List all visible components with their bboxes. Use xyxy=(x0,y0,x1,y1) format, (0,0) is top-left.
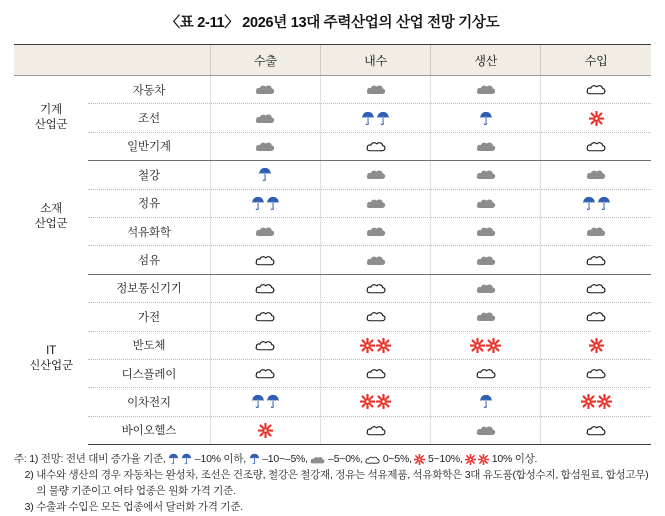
cloud-outline-icon xyxy=(586,254,606,267)
icon-set xyxy=(212,304,319,329)
cloud-outline-icon xyxy=(255,310,275,323)
cell-imports xyxy=(541,132,651,160)
icon-set xyxy=(542,361,650,386)
cloud-outline-icon xyxy=(586,282,606,295)
cloud-outline-icon xyxy=(366,282,386,295)
note-1 xyxy=(14,452,651,468)
cloud-icon xyxy=(476,310,496,323)
icon-set xyxy=(432,219,539,244)
cloud-outline-icon xyxy=(476,367,496,380)
page-title: 〈표 2-11〉 2026년 13대 주력산업의 산업 전망 기상도 xyxy=(165,15,500,31)
cloud-outline-icon xyxy=(255,367,275,380)
icon-set xyxy=(322,105,429,130)
industry-name: 바이오헬스 xyxy=(88,416,210,444)
table-body xyxy=(14,76,651,445)
cell-exports xyxy=(210,274,320,302)
note-1-f: 10% 이상. xyxy=(489,453,538,466)
legend-one-umbrella xyxy=(249,453,260,465)
note-1-e: 5~10%, xyxy=(425,453,466,466)
cloud-icon xyxy=(476,83,496,96)
sun-icon xyxy=(376,394,391,409)
cell-production xyxy=(431,246,541,274)
icon-set xyxy=(542,134,650,159)
cell-imports xyxy=(541,416,651,444)
umbrella-icon xyxy=(597,196,611,211)
cell-exports xyxy=(210,246,320,274)
icon-set xyxy=(542,162,650,187)
industry-name: 디스플레이 xyxy=(88,359,210,387)
cloud-icon xyxy=(586,168,606,181)
note-1-lead: 주: 1) xyxy=(14,453,41,466)
icon-set xyxy=(212,361,319,386)
icon-set xyxy=(542,191,650,216)
cell-imports xyxy=(541,388,651,416)
cell-exports xyxy=(210,161,320,189)
table-row xyxy=(14,246,651,274)
table-row xyxy=(14,388,651,416)
cell-production xyxy=(431,303,541,331)
icon-set xyxy=(432,247,539,272)
cell-imports xyxy=(541,76,651,104)
note-3-body: 수출과 수입은 모든 업종에서 달러화 가격 기준. xyxy=(36,500,243,513)
cell-domestic-demand xyxy=(320,359,430,387)
industry-name: 일반기계 xyxy=(88,132,210,160)
industry-name: 반도체 xyxy=(88,331,210,359)
cloud-icon xyxy=(366,254,386,267)
cell-exports xyxy=(210,132,320,160)
cell-domestic-demand xyxy=(320,161,430,189)
cloud-icon xyxy=(476,282,496,295)
icon-set xyxy=(212,162,319,187)
cell-imports xyxy=(541,189,651,217)
note-1-c: –5~0%, xyxy=(325,453,366,466)
cloud-outline-icon xyxy=(586,83,606,96)
cell-exports xyxy=(210,104,320,132)
icon-set xyxy=(432,191,539,216)
cell-production xyxy=(431,388,541,416)
note-1-body xyxy=(41,452,651,468)
header-production: 생산 xyxy=(431,45,541,76)
cloud-icon xyxy=(476,254,496,267)
sun-icon xyxy=(414,454,425,465)
cloud-outline-icon xyxy=(366,424,386,437)
icon-set xyxy=(322,389,429,414)
icon-set xyxy=(212,276,319,301)
cell-exports xyxy=(210,76,320,104)
cell-imports xyxy=(541,303,651,331)
umbrella-icon xyxy=(582,196,596,211)
cell-imports xyxy=(541,331,651,359)
cell-production xyxy=(431,76,541,104)
cloud-outline-icon xyxy=(586,367,606,380)
icon-set xyxy=(322,134,429,159)
cloud-outline-icon xyxy=(255,282,275,295)
cloud-icon xyxy=(586,225,606,238)
industry-group-label: 기계 산업군 xyxy=(14,76,88,161)
icon-set xyxy=(212,333,319,358)
cell-domestic-demand xyxy=(320,246,430,274)
table-row xyxy=(14,104,651,132)
icon-set xyxy=(322,77,429,102)
icon-set xyxy=(322,247,429,272)
note-1-b: –10~–5%, xyxy=(259,453,311,466)
sun-icon xyxy=(360,338,375,353)
cell-domestic-demand xyxy=(320,104,430,132)
cell-production xyxy=(431,416,541,444)
industry-name: 석유화학 xyxy=(88,217,210,245)
note-1-pre: 전망: 전년 대비 증가율 기준, xyxy=(40,453,169,466)
cloud-outline-icon xyxy=(586,140,606,153)
icon-set xyxy=(432,418,539,443)
note-3 xyxy=(14,500,651,516)
umbrella-icon xyxy=(361,111,375,126)
legend-one-sun xyxy=(414,454,425,465)
cell-production xyxy=(431,132,541,160)
industry-group-label: IT 신산업군 xyxy=(14,274,88,444)
sun-icon xyxy=(465,454,476,465)
umbrella-icon xyxy=(249,453,260,465)
sun-icon xyxy=(470,338,485,353)
icon-set xyxy=(212,191,319,216)
icon-set xyxy=(432,389,539,414)
cloud-outline-icon xyxy=(586,424,606,437)
table-row xyxy=(14,331,651,359)
umbrella-icon xyxy=(181,453,192,465)
table-row xyxy=(14,359,651,387)
table-notes xyxy=(14,452,651,516)
icon-set xyxy=(542,389,650,414)
header-imports: 수입 xyxy=(541,45,651,76)
icon-set xyxy=(212,77,319,102)
icon-set xyxy=(542,247,650,272)
cell-production xyxy=(431,331,541,359)
sun-icon xyxy=(258,423,273,438)
icon-set xyxy=(542,276,650,301)
cloud-icon xyxy=(255,225,275,238)
sun-icon xyxy=(589,338,604,353)
header-domestic-demand: 내수 xyxy=(320,45,430,76)
cloud-icon xyxy=(255,83,275,96)
legend-two-umbrellas xyxy=(168,453,192,465)
cloud-icon xyxy=(366,225,386,238)
icon-set xyxy=(322,333,429,358)
header-industry-col xyxy=(88,45,210,76)
industry-name: 조선 xyxy=(88,104,210,132)
icon-set xyxy=(432,276,539,301)
cell-exports xyxy=(210,416,320,444)
umbrella-icon xyxy=(168,453,179,465)
note-2-lead: 2) xyxy=(14,469,37,482)
industry-name: 철강 xyxy=(88,161,210,189)
icon-set xyxy=(322,191,429,216)
umbrella-icon xyxy=(251,196,265,211)
cloud-outline-icon xyxy=(366,140,386,153)
industry-name: 자동차 xyxy=(88,76,210,104)
table-header-row xyxy=(14,45,651,76)
icon-set xyxy=(432,134,539,159)
icon-set xyxy=(542,333,650,358)
sun-icon xyxy=(486,338,501,353)
icon-set xyxy=(212,134,319,159)
cell-production xyxy=(431,274,541,302)
icon-set xyxy=(212,105,319,130)
cell-domestic-demand xyxy=(320,132,430,160)
cell-imports xyxy=(541,217,651,245)
cell-imports xyxy=(541,359,651,387)
table-row xyxy=(14,132,651,160)
cell-domestic-demand xyxy=(320,331,430,359)
cell-imports xyxy=(541,246,651,274)
cell-domestic-demand xyxy=(320,274,430,302)
industry-name: 정보통신기기 xyxy=(88,274,210,302)
icon-set xyxy=(542,105,650,130)
table-row xyxy=(14,189,651,217)
industry-group-label: 소재 산업군 xyxy=(14,161,88,275)
sun-icon xyxy=(360,394,375,409)
icon-set xyxy=(432,333,539,358)
cell-domestic-demand xyxy=(320,76,430,104)
cloud-icon xyxy=(476,197,496,210)
cloud-outline-icon xyxy=(365,455,380,465)
cloud-outline-icon xyxy=(255,254,275,267)
icon-set xyxy=(542,304,650,329)
note-1-d: 0~5%, xyxy=(380,453,415,466)
cloud-icon xyxy=(255,112,275,125)
icon-set xyxy=(322,304,429,329)
legend-grey-cloud xyxy=(310,455,325,465)
umbrella-icon xyxy=(266,394,280,409)
cloud-icon xyxy=(310,455,325,465)
cloud-outline-icon xyxy=(366,310,386,323)
industry-name: 이차전지 xyxy=(88,388,210,416)
cell-imports xyxy=(541,104,651,132)
cloud-outline-icon xyxy=(586,310,606,323)
cell-exports xyxy=(210,189,320,217)
cloud-icon xyxy=(366,197,386,210)
cell-domestic-demand xyxy=(320,217,430,245)
sun-icon xyxy=(376,338,391,353)
sun-icon xyxy=(581,394,596,409)
icon-set xyxy=(212,247,319,272)
icon-set xyxy=(542,418,650,443)
cloud-icon xyxy=(255,140,275,153)
cloud-outline-icon xyxy=(255,339,275,352)
cell-exports xyxy=(210,388,320,416)
industry-name: 섬유 xyxy=(88,246,210,274)
icon-set xyxy=(432,361,539,386)
icon-set xyxy=(322,418,429,443)
umbrella-icon xyxy=(251,394,265,409)
legend-two-suns xyxy=(465,454,489,465)
icon-set xyxy=(432,162,539,187)
cell-domestic-demand xyxy=(320,388,430,416)
cloud-icon xyxy=(476,424,496,437)
cloud-icon xyxy=(366,168,386,181)
header-group-col xyxy=(14,45,88,76)
cell-exports xyxy=(210,303,320,331)
icon-set xyxy=(212,219,319,244)
umbrella-icon xyxy=(376,111,390,126)
cell-production xyxy=(431,104,541,132)
cloud-icon xyxy=(476,225,496,238)
cell-domestic-demand xyxy=(320,189,430,217)
table-row xyxy=(14,303,651,331)
cloud-icon xyxy=(476,168,496,181)
umbrella-icon xyxy=(479,394,493,409)
note-1-a: –10% 이하, xyxy=(192,453,249,466)
cell-production xyxy=(431,161,541,189)
table-row xyxy=(14,416,651,444)
table-row xyxy=(14,274,651,302)
cell-imports xyxy=(541,274,651,302)
note-2-body: 내수와 생산의 경우 자동차는 완성차, 조선은 건조량, 철강은 철강재, 정유는 석유제품, 석유화학은 3대 유도품(합성수지, 합섬원료, 합성고무)의 물량 기준이고 여타 업종은 원화 가격 기준. xyxy=(36,469,649,497)
icon-set xyxy=(212,389,319,414)
table-row xyxy=(14,217,651,245)
cell-production xyxy=(431,217,541,245)
cell-production xyxy=(431,359,541,387)
icon-set xyxy=(322,162,429,187)
cell-domestic-demand xyxy=(320,416,430,444)
icon-set xyxy=(542,77,650,102)
header-exports: 수출 xyxy=(210,45,320,76)
table-row xyxy=(14,161,651,189)
forecast-table xyxy=(14,44,651,445)
cell-domestic-demand xyxy=(320,303,430,331)
umbrella-icon xyxy=(479,111,493,126)
cell-exports xyxy=(210,331,320,359)
note-3-lead: 3) xyxy=(14,500,37,513)
icon-set xyxy=(322,276,429,301)
legend-outline-cloud xyxy=(365,455,380,465)
icon-set xyxy=(542,219,650,244)
icon-set xyxy=(322,361,429,386)
icon-set xyxy=(212,418,319,443)
sun-icon xyxy=(589,111,604,126)
cloud-outline-icon xyxy=(366,367,386,380)
icon-set xyxy=(322,219,429,244)
icon-set xyxy=(432,304,539,329)
cell-exports xyxy=(210,217,320,245)
icon-set xyxy=(432,105,539,130)
note-2 xyxy=(14,468,651,500)
icon-set xyxy=(432,77,539,102)
cell-production xyxy=(431,189,541,217)
sun-icon xyxy=(478,454,489,465)
industry-name: 정유 xyxy=(88,189,210,217)
cell-exports xyxy=(210,359,320,387)
umbrella-icon xyxy=(258,167,272,182)
cloud-icon xyxy=(476,140,496,153)
table-row xyxy=(14,76,651,104)
cloud-icon xyxy=(366,83,386,96)
umbrella-icon xyxy=(266,196,280,211)
industry-name: 가전 xyxy=(88,303,210,331)
sun-icon xyxy=(597,394,612,409)
cell-imports xyxy=(541,161,651,189)
